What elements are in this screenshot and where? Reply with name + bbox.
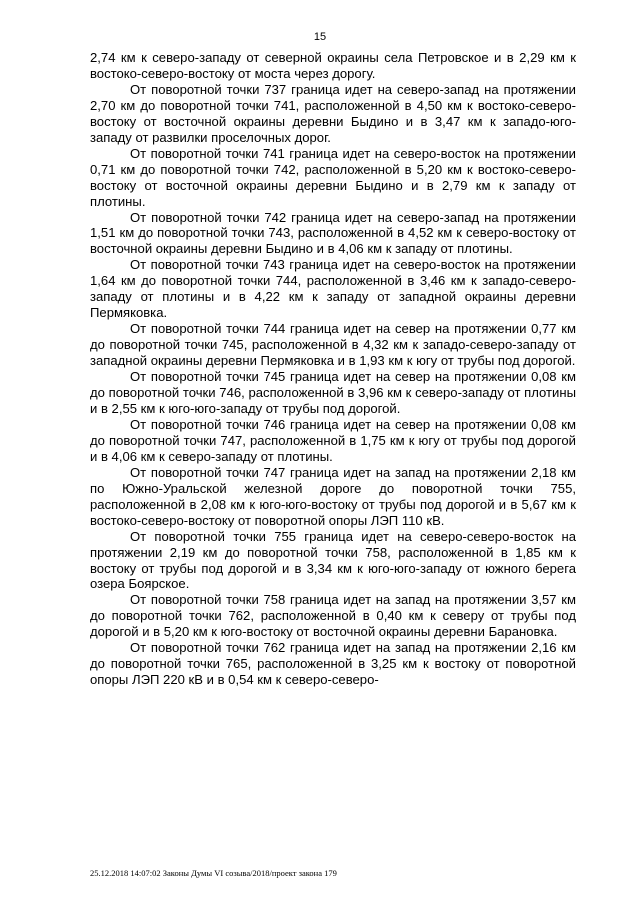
paragraph: От поворотной точки 743 граница идет на северо-восток на протяжении 1,64 км до поворотной точки 744, расположенной в 3,46 км к западо-северо-западу от плотины и в 4,22 км к западу от западной окраины деревни Пермяковка. <box>90 257 576 321</box>
paragraph: От поворотной точки 742 граница идет на северо-запад на протяжении 1,51 км до поворотной точки 743, расположенной в 4,52 км к северо-востоку от восточной окраины деревни Быдино и в 4,06 км к западу от плотины. <box>90 209 576 257</box>
paragraph: От поворотной точки 762 граница идет на запад на протяжении 2,16 км до поворотной точки 765, расположенной в 3,25 км к востоку от поворотной опоры ЛЭП 220 кВ и в 0,54 км к северо-северо- <box>90 640 576 688</box>
paragraph: От поворотной точки 755 граница идет на северо-северо-восток на протяжении 2,19 км до поворотной точки 758, расположенной в 1,85 км к востоку от трубы под дорогой и в 3,34 км к юго-юго-западу от южного берега озера Боярское. <box>90 528 576 592</box>
paragraph: От поворотной точки 746 граница идет на север на протяжении 0,08 км до поворотной точки 747, расположенной в 1,75 км к югу от трубы под дорогой и в 4,06 км к северо-западу от плотины. <box>90 416 576 464</box>
paragraph: 2,74 км к северо-западу от северной окраины села Петровское и в 2,29 км к востоко-северо-востоку от моста через дорогу. <box>90 50 576 81</box>
paragraph: От поворотной точки 741 граница идет на северо-восток на протяжении 0,71 км до поворотной точки 742, расположенной в 5,20 км к востоко-северо-востоку от восточной окраины деревни Быдино и в 2,79 км к западу от плотины. <box>90 145 576 209</box>
page-number: 15 <box>313 31 327 43</box>
paragraph: От поворотной точки 744 граница идет на север на протяжении 0,77 км до поворотной точки 745, расположенной в 4,32 км к западо-северо-западу от западной окраины деревни Пермяковка и в 1,93 км к югу от трубы под дорогой. <box>90 321 576 369</box>
document-body <box>90 50 576 688</box>
paragraph: От поворотной точки 758 граница идет на запад на протяжении 3,57 км до поворотной точки 762, расположенной в 0,40 км к северу от трубы под дорогой и в 5,20 км к юго-востоку от восточной окраины деревни Барановка. <box>90 592 576 640</box>
paragraph: От поворотной точки 747 граница идет на запад на протяжении 2,18 км по Южно-Уральской железной дороге до поворотной точки 755, расположенной в 2,08 км к юго-юго-востоку от трубы под дорогой и в 5,67 км к востоко-северо-востоку от поворотной опоры ЛЭП 110 кВ. <box>90 464 576 528</box>
paragraph: От поворотной точки 745 граница идет на север на протяжении 0,08 км до поворотной точки 746, расположенной в 3,96 км к северо-западу от плотины и в 2,55 км к юго-юго-западу от трубы под дорогой. <box>90 369 576 416</box>
paragraph: От поворотной точки 737 граница идет на северо-запад на протяжении 2,70 км до поворотной точки 741, расположенной в 4,50 км к востоко-северо-востоку от восточной окраины деревни Быдино и в 3,47 км к западо-юго-западу от развилки проселочных дорог. <box>90 81 576 145</box>
footer-stamp: 25.12.2018 14:07:02 Законы Думы VI созыва/2018/проект закона 179 <box>90 868 337 878</box>
